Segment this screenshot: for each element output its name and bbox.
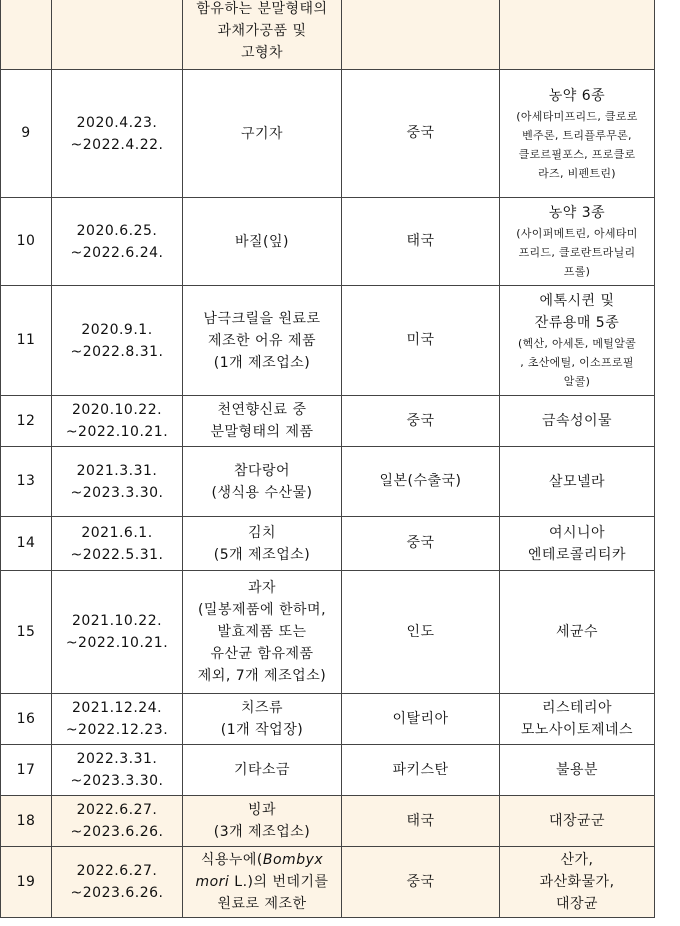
period-line: 2022.3.31. xyxy=(76,751,158,767)
period-line: 2022.6.27. xyxy=(76,802,158,818)
item-scientific-name: Bombyx xyxy=(262,852,324,868)
table-row xyxy=(1,694,655,745)
hazard-cell xyxy=(500,571,655,694)
hazard-line: 금속성이물 xyxy=(541,413,613,429)
table-row xyxy=(1,745,655,796)
table-row xyxy=(1,847,655,918)
hazard-line: 모노사이토제네스 xyxy=(520,722,634,738)
item-cell xyxy=(183,517,342,571)
item-line: 남극크릴을 원료로 xyxy=(203,310,321,327)
item-line: 구기자 xyxy=(240,125,284,142)
period-line: 2020.10.22. xyxy=(71,402,163,418)
hazard-detail-line: 벤주론, 트리플루무론, xyxy=(522,128,632,142)
item-line: mori L.)의 번데기를 xyxy=(195,874,329,890)
period-line: ~2022.6.24. xyxy=(70,244,164,261)
period-line: 2020.4.23. xyxy=(76,114,158,131)
period-line: 2021.6.1. xyxy=(81,524,153,541)
hazard-detail-line: (헥산, 아세톤, 메틸알콜 xyxy=(517,337,637,350)
country-cell: 중국 xyxy=(342,517,500,571)
item-line: 유산균 함유제품 xyxy=(210,646,314,662)
table-row xyxy=(1,0,655,70)
country-cell: 인도 xyxy=(342,571,500,694)
hazard-cell xyxy=(500,694,655,745)
item-line: (밀봉제품에 한하며, xyxy=(197,602,327,618)
hazard-line: 리스테리아 xyxy=(541,700,613,716)
hazard-line: 엔테로콜리티카 xyxy=(527,546,627,563)
country-cell: 일본(수출국) xyxy=(342,447,500,517)
item-cell xyxy=(183,447,342,517)
period-cell xyxy=(52,517,183,571)
period-cell xyxy=(52,571,183,694)
period-line: ~2022.8.31. xyxy=(70,343,164,360)
row-number-cell: 15 xyxy=(1,571,52,694)
hazard-line: 여시니아 xyxy=(548,524,606,541)
country-cell: 태국 xyxy=(342,198,500,286)
table-row xyxy=(1,70,655,198)
item-cell xyxy=(183,796,342,847)
country-cell: 미국 xyxy=(342,286,500,396)
item-line: (5개 제조업소) xyxy=(213,546,311,563)
hazard-detail-line: 프롤) xyxy=(563,265,591,278)
period-cell xyxy=(52,447,183,517)
period-line: 2021.3.31. xyxy=(76,462,158,479)
item-scientific-name: mori xyxy=(195,874,230,890)
item-cell xyxy=(183,571,342,694)
table-row xyxy=(1,796,655,847)
country-cell: 파키스탄 xyxy=(342,745,500,796)
item-line: 참다랑어 xyxy=(233,462,291,479)
hazard-detail-line: , 초산에틸, 이소프로필 xyxy=(520,356,634,369)
period-line: ~2022.10.21. xyxy=(65,635,169,651)
row-number-cell: 18 xyxy=(1,796,52,847)
hazard-line: 대장균군 xyxy=(548,813,606,829)
row-number-cell: 11 xyxy=(1,286,52,396)
hazard-line: 살모넬라 xyxy=(548,473,606,490)
country-cell: 중국 xyxy=(342,70,500,198)
period-cell xyxy=(52,70,183,198)
hazard-cell xyxy=(500,447,655,517)
hazard-line: 농약 3종 xyxy=(548,205,606,221)
period-line: 2022.6.27. xyxy=(76,863,158,879)
table-row xyxy=(1,571,655,694)
period-line: 2020.9.1. xyxy=(81,321,153,338)
hazard-cell xyxy=(500,847,655,918)
period-line: ~2023.6.26. xyxy=(70,885,164,901)
row-number-cell: 16 xyxy=(1,694,52,745)
period-cell xyxy=(52,745,183,796)
item-line: (1개 작업장) xyxy=(220,722,304,738)
hazard-detail-line: 라즈, 비펜트린) xyxy=(538,166,616,180)
item-line: (생식용 수산물) xyxy=(211,484,313,501)
item-line: 김치 xyxy=(247,524,277,541)
period-line: ~2023.3.30. xyxy=(70,484,164,501)
table-row xyxy=(1,517,655,571)
item-cell xyxy=(183,286,342,396)
row-number-cell: 12 xyxy=(1,396,52,447)
item-line: 과채가공품 및 xyxy=(217,23,307,39)
item-line: 천연향신료 중 xyxy=(217,402,307,418)
item-line: 식용누에(Bombyx xyxy=(200,852,324,868)
row-number-cell: 10 xyxy=(1,198,52,286)
period-cell xyxy=(52,396,183,447)
country-cell: 중국 xyxy=(342,847,500,918)
item-line: 바질(잎) xyxy=(235,233,289,250)
hazard-line: 불용분 xyxy=(555,762,599,778)
period-cell xyxy=(52,847,183,918)
row-number-cell: 9 xyxy=(1,70,52,198)
hazard-cell xyxy=(500,396,655,447)
hazard-line: 세균수 xyxy=(555,624,599,640)
hazard-cell xyxy=(500,198,655,286)
hazard-detail-line: 클로르필포스, 프로클로 xyxy=(518,147,636,161)
hazard-detail-line: 알콜) xyxy=(563,375,591,388)
hazard-detail-line: 프리드, 클로란트라닐리 xyxy=(518,246,636,259)
hazard-cell xyxy=(500,796,655,847)
period-line: 2021.10.22. xyxy=(71,613,163,629)
item-cell xyxy=(183,198,342,286)
period-cell xyxy=(52,0,183,70)
hazard-line: 과산화물가, xyxy=(539,874,615,890)
country-cell: 태국 xyxy=(342,796,500,847)
period-line: ~2022.12.23. xyxy=(65,722,169,738)
hazard-detail-line: (사이퍼메트린, 아세타미 xyxy=(516,227,638,240)
row-number-cell xyxy=(1,0,52,70)
item-line: 과자 xyxy=(247,580,277,596)
hazard-line: 산가, xyxy=(560,852,594,868)
country-cell: 중국 xyxy=(342,396,500,447)
hazard-cell xyxy=(500,286,655,396)
row-number-cell: 19 xyxy=(1,847,52,918)
hazard-detail-line: (아세타미프리드, 클로로 xyxy=(516,109,638,123)
row-number-cell: 13 xyxy=(1,447,52,517)
hazard-cell xyxy=(500,745,655,796)
item-line: 제조한 어유 제품 xyxy=(207,332,317,349)
row-number-cell: 17 xyxy=(1,745,52,796)
item-cell xyxy=(183,847,342,918)
item-line: 함유하는 분말형태의 xyxy=(196,1,328,17)
table-row xyxy=(1,447,655,517)
item-cell xyxy=(183,0,342,70)
item-line: (3개 제조업소) xyxy=(213,824,311,840)
period-cell xyxy=(52,198,183,286)
period-line: ~2023.6.26. xyxy=(70,824,164,840)
hazard-line: 잔류용매 5종 xyxy=(534,315,620,331)
item-line: 원료로 제조한 xyxy=(217,896,307,912)
hazard-line: 에톡시퀸 및 xyxy=(539,293,615,309)
period-line: 2021.12.24. xyxy=(71,700,163,716)
item-cell xyxy=(183,745,342,796)
item-cell xyxy=(183,694,342,745)
period-line: ~2022.10.21. xyxy=(65,424,169,440)
item-line: 기타소금 xyxy=(233,762,291,778)
country-cell xyxy=(342,0,500,70)
hazard-cell xyxy=(500,70,655,198)
period-line: ~2022.5.31. xyxy=(70,546,164,563)
item-line: 빙과 xyxy=(247,802,277,818)
period-line: ~2022.4.22. xyxy=(70,136,164,153)
period-line: 2020.6.25. xyxy=(76,222,158,239)
hazard-cell xyxy=(500,517,655,571)
period-cell xyxy=(52,286,183,396)
period-line: ~2023.3.30. xyxy=(70,773,164,789)
country-cell: 이탈리아 xyxy=(342,694,500,745)
hazard-cell xyxy=(500,0,655,70)
item-line: (1개 제조업소) xyxy=(213,354,311,371)
item-line: 고형차 xyxy=(240,45,284,61)
item-line: 분말형태의 제품 xyxy=(210,424,314,440)
hazard-line: 대장균 xyxy=(555,896,599,912)
item-line: 제외, 7개 제조업소) xyxy=(197,668,327,684)
item-cell xyxy=(183,70,342,198)
table-row xyxy=(1,286,655,396)
row-number-cell: 14 xyxy=(1,517,52,571)
table-row xyxy=(1,396,655,447)
hazard-line: 농약 6종 xyxy=(548,87,606,104)
item-line: 치즈류 xyxy=(240,700,284,716)
item-cell xyxy=(183,396,342,447)
period-cell xyxy=(52,694,183,745)
table-row xyxy=(1,198,655,286)
item-line: 발효제품 또는 xyxy=(217,624,307,640)
period-cell xyxy=(52,796,183,847)
